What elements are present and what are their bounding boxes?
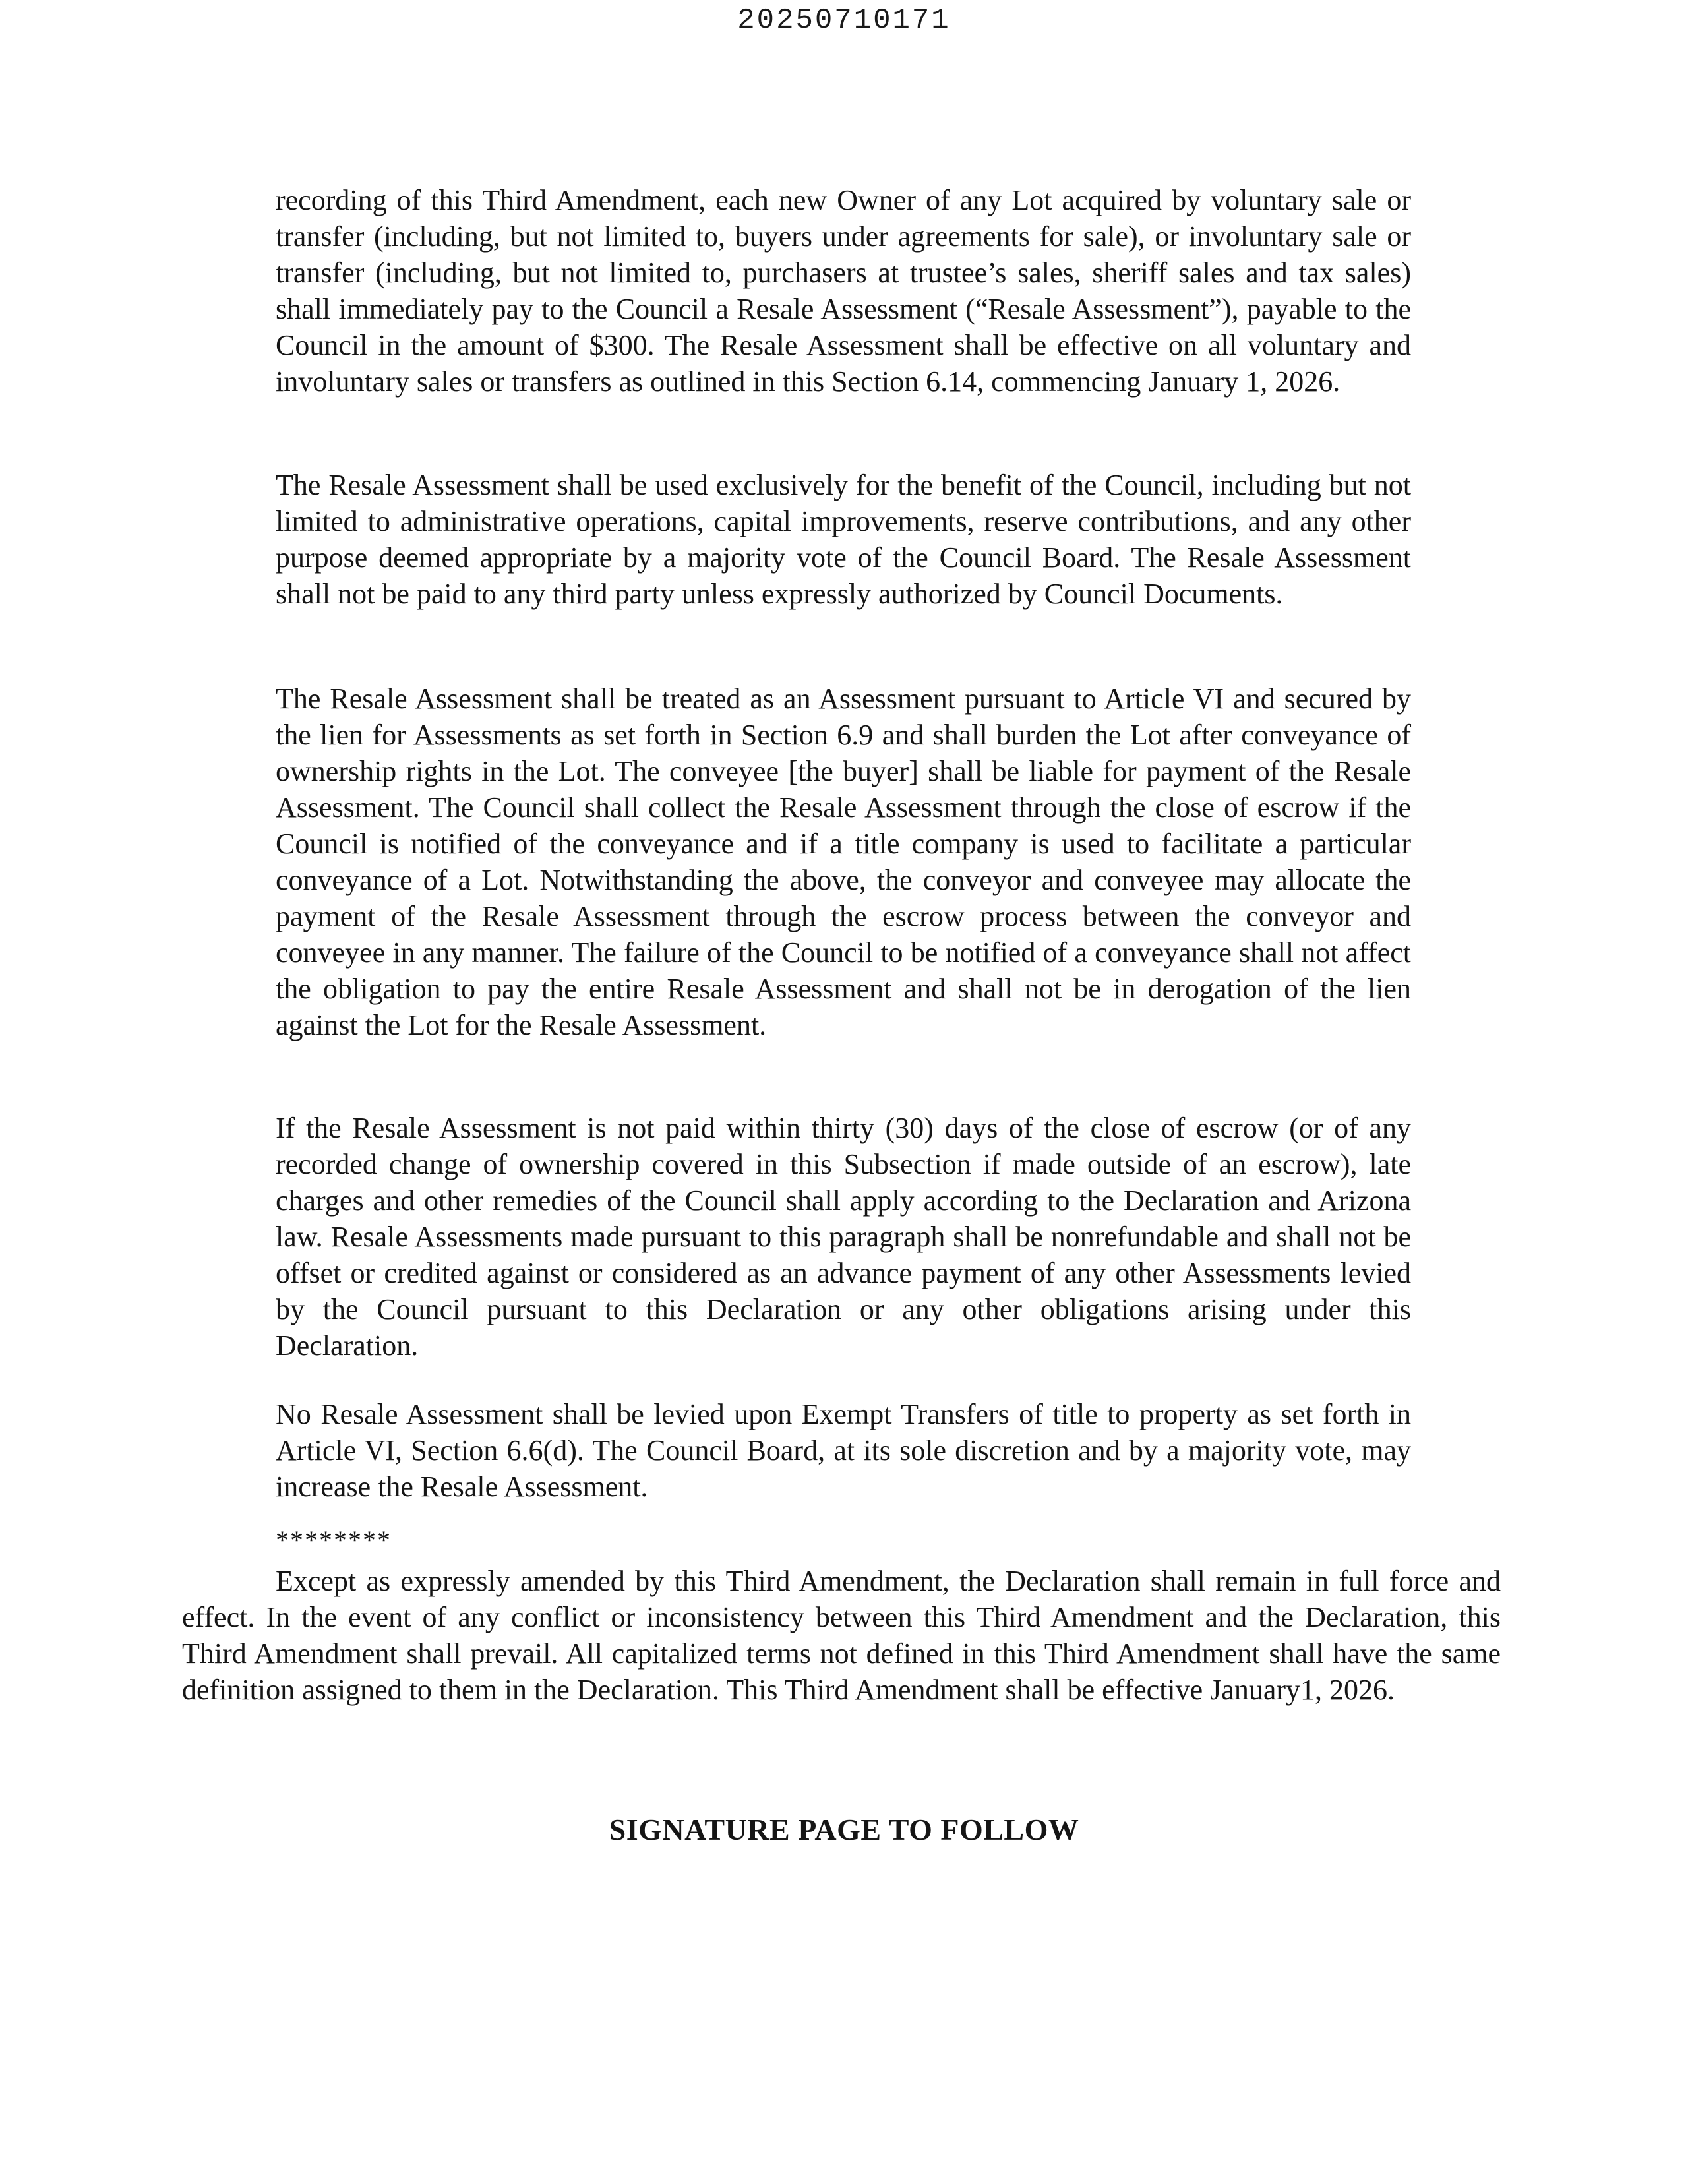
section-separator: ******** — [276, 1525, 392, 1555]
paragraph-resale-assessment-amount: recording of this Third Amendment, each new Owner of any Lot acquired by voluntary sale or transfer (including, but not limited to, buyers under agreements for sale), or involuntary sale or transfer (including, but not limited to, purchasers at trustee’s sales, sheriff sales and tax sales) shall immediately pay to the Council a Resale Assessment (“Resale Assessment”), payable to the Council in the amount of $300. The Resale Assessment shall be effective on all voluntary and involuntary sales or transfers as outlined in this Section 6.14, commencing January 1, 2026. — [276, 184, 1411, 398]
paragraph-late-payment: If the Resale Assessment is not paid within thirty (30) days of the close of escrow (or of any recorded change of ownership covered in this Subsection if made outside of an escrow), late charges and other remedies of the Council shall apply according to the Declaration and Arizona law. Resale Assessments made pursuant to this paragraph shall be nonrefundable and shall not be offset or credited against or considered as an advance payment of any other Assessments levied by the Council pursuant to this Declaration or any other obligations arising under this Declaration. — [276, 1112, 1411, 1362]
closing-paragraph: Except as expressly amended by this Third Amendment, the Declaration shall remain in full force and effect. In the event of any conflict or inconsistency between this Third Amendment and the Declaration, this Third Amendment shall prevail. All capitalized terms not defined in this Third Amendment shall have the same definition assigned to them in the Declaration. This Third Amendment shall be effective January1, 2026. — [182, 1565, 1501, 1706]
paragraph-exempt-transfers: No Resale Assessment shall be levied upon Exempt Transfers of title to property as set forth in Article VI, Section 6.6(d). The Council Board, at its sole discretion and by a majority vote, may increase the Resale Assessment. — [276, 1398, 1411, 1503]
recording-number: 20250710171 — [737, 4, 951, 37]
paragraph-resale-assessment-use: The Resale Assessment shall be used exclusively for the benefit of the Council, including but not limited to administrative operations, capital improvements, reserve contributions, and any other purpose deemed appropriate by a majority vote of the Council Board. The Resale Assessment shall not be paid to any third party unless expressly authorized by Council Documents. — [276, 469, 1411, 610]
paragraph-resale-assessment-lien: The Resale Assessment shall be treated as an Assessment pursuant to Article VI and secured by the lien for Assessments as set forth in Section 6.9 and shall burden the Lot after conveyance of ownership rights in the Lot. The conveyee [the buyer] shall be liable for payment of the Resale Assessment. The Council shall collect the Resale Assessment through the close of escrow if the Council is notified of the conveyance and if a title company is used to facilitate a particular conveyance of a Lot. Notwithstanding the above, the conveyor and conveyee may allocate the payment of the Resale Assessment through the escrow process between the conveyor and conveyee in any manner. The failure of the Council to be notified of a conveyance shall not affect the obligation to pay the entire Resale Assessment and shall not be in derogation of the lien against the Lot for the Resale Assessment. — [276, 682, 1411, 1041]
signature-page-notice: SIGNATURE PAGE TO FOLLOW — [609, 1813, 1079, 1846]
